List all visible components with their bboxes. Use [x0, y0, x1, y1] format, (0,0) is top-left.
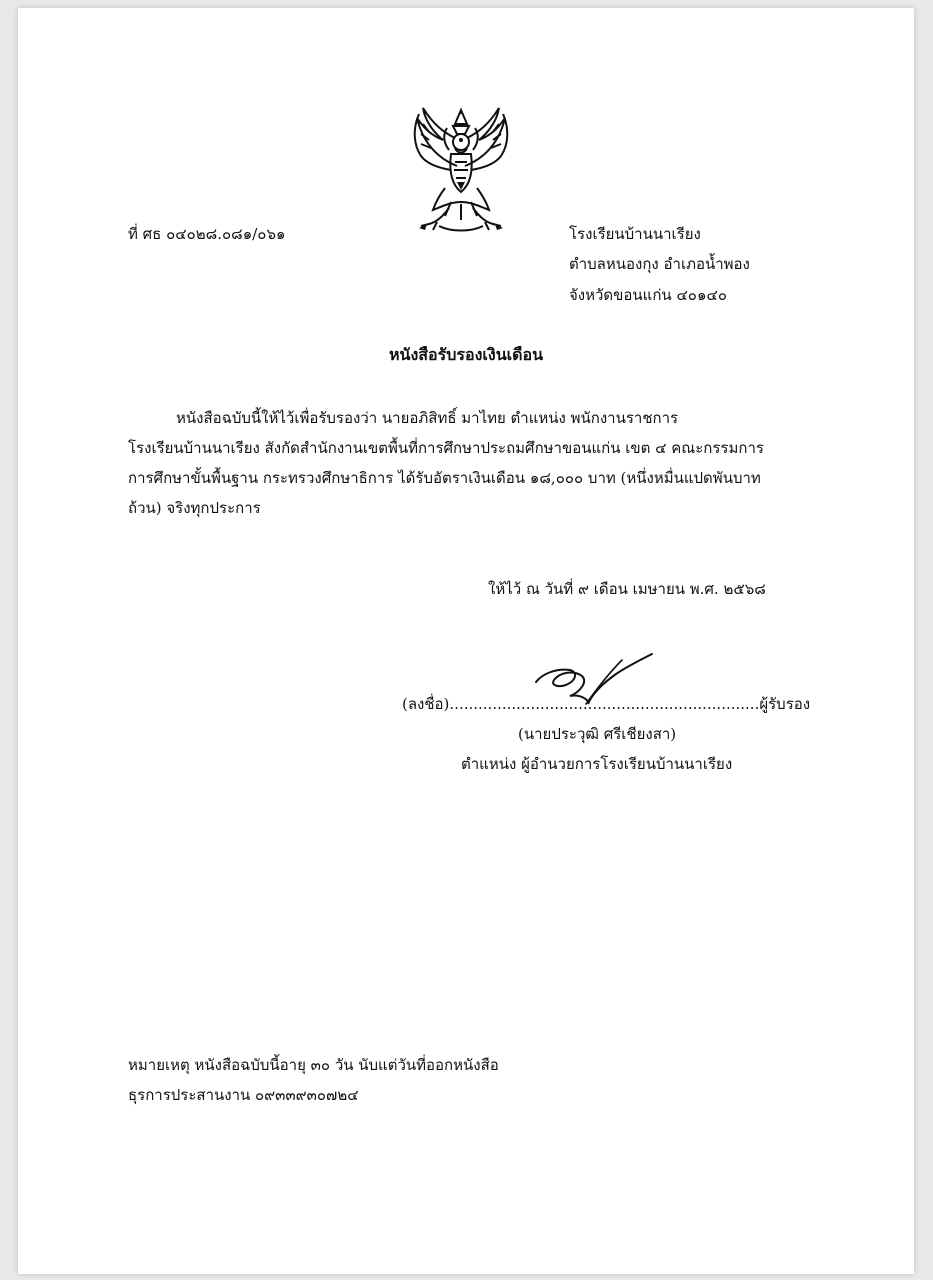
body-line-4: ถ้วน) จริงทุกประการ [128, 499, 261, 517]
body-line-2: โรงเรียนบ้านนาเรียง สังกัดสำนักงานเขตพื้นที่การศึกษาประถมศึกษาขอนแก่น เขต ๔ คณะกรรมการ [128, 439, 764, 457]
address-subdistrict: ตำบลหนองกุง อำเภอน้ำพอง [569, 255, 750, 273]
signature-line: (ลงชื่อ).................................................................ผู้รับรอง [402, 695, 811, 713]
school-name: โรงเรียนบ้านนาเรียง [569, 225, 701, 243]
given-date: ให้ไว้ ณ วันที่ ๙ เดือน เมษายน พ.ศ. ๒๕๖๘ [488, 580, 766, 598]
address-province: จังหวัดขอนแก่น ๔๐๑๔๐ [569, 286, 727, 304]
document-title: หนังสือรับรองเงินเดือน [388, 345, 544, 364]
signer-name: (นายประวุฒิ ศรีเชียงสา) [518, 725, 677, 743]
document-page [18, 8, 914, 1274]
note-contact: ธุรการประสานงาน ๐๙๓๓๙๓๐๗๒๔ [128, 1086, 359, 1104]
body-line-3: การศึกษาขั้นพื้นฐาน กระทรวงศึกษาธิการ ได้รับอัตราเงินเดือน ๑๘,๐๐๐ บาท (หนึ่งหมื่นแปดพันบาท [128, 469, 761, 487]
reference-number: ที่ ศธ ๐๔๐๒๘.๐๘๑/๐๖๑ [128, 225, 286, 243]
note-validity: หมายเหตุ หนังสือฉบับนี้อายุ ๓๐ วัน นับแต่วันที่ออกหนังสือ [128, 1056, 499, 1074]
body-line-1: หนังสือฉบับนี้ให้ไว้เพื่อรับรองว่า นายอภิสิทธิ์ มาไทย ตำแหน่ง พนักงานราชการ [176, 409, 679, 427]
signer-position: ตำแหน่ง ผู้อำนวยการโรงเรียนบ้านนาเรียง [461, 755, 733, 773]
garuda-emblem-icon [399, 104, 523, 236]
